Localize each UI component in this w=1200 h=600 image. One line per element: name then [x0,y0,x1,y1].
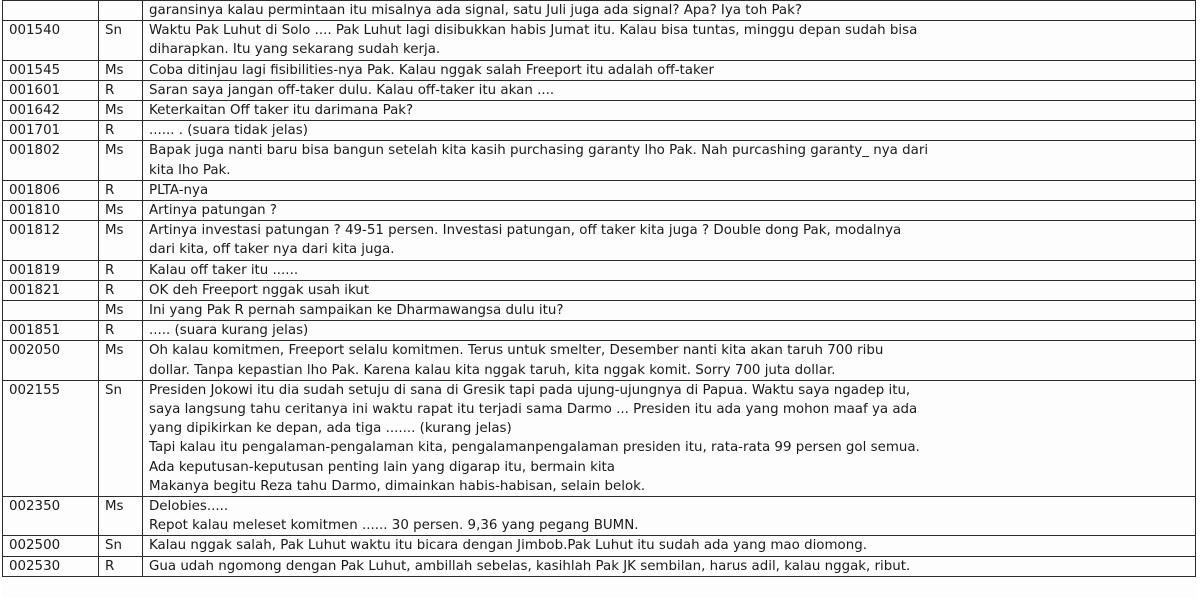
table-row [3,341,1196,380]
utterance-line: Presiden Jokowi itu dia sudah setuju di sana di Gresik tapi pada ujung-ujungnya di Papua. Waktu saya ngadep itu, [149,382,911,398]
utterance-line: Tapi kalau itu pengalaman-pengalaman kita, pengalamanpengalaman presiden itu, rata-rata 99 persen gol semua. [149,440,920,456]
utterance-line: kita lho Pak. [149,162,231,178]
table-row [3,21,1196,60]
table-row [3,1,1196,21]
table-row [3,80,1196,100]
speaker-cell: R [99,180,143,200]
utterance-line: Gua udah ngomong dengan Pak Luhut, ambillah sebelas, kasihlah Pak JK sembilan, harus adil, kalau nggak, ribut. [149,558,911,574]
utterance-line: Kalau off taker itu ...... [149,262,299,278]
utterance-line: Saran saya jangan off-taker dulu. Kalau off-taker itu akan .... [149,82,555,98]
timestamp-cell: 002350 [3,497,99,536]
utterance-line: saya langsung tahu ceritanya ini waktu rapat itu terjadi sama Darmo ... Presiden itu ada yang mohon maaf ya ada [149,402,918,418]
utterance-line: ..... (suara kurang jelas) [149,323,309,339]
utterance-cell [143,180,1196,200]
transcript-page [2,0,1196,598]
utterance-cell [143,380,1196,496]
speaker-cell: R [99,321,143,341]
utterance-line: Artinya patungan ? [149,203,277,219]
table-row [3,60,1196,80]
table-row [3,556,1196,576]
timestamp-cell: 001601 [3,80,99,100]
timestamp-cell: 001701 [3,121,99,141]
utterance-line: Coba ditinjau lagi fisibilities-nya Pak. Kalau nggak salah Freeport itu adalah off-taker [149,62,715,78]
speaker-cell: Ms [99,141,143,180]
table-row [3,536,1196,556]
utterance-line: garansinya kalau permintaan itu misalnya ada signal, satu Juli juga ada signal? Apa? Iya toh Pak? [149,3,802,18]
timestamp-cell: 001806 [3,180,99,200]
speaker-cell: Ms [99,201,143,221]
utterance-line: Keterkaitan Off taker itu darimana Pak? [149,103,414,119]
utterance-line: diharapkan. Itu yang sekarang sudah kerja. [149,42,441,58]
transcript-table [2,0,1196,577]
utterance-line: yang dipikirkan ke depan, ada tiga ....... (kurang jelas) [149,421,512,437]
speaker-cell: Sn [99,536,143,556]
speaker-cell: R [99,556,143,576]
table-row [3,380,1196,496]
speaker-cell: R [99,280,143,300]
utterance-line: Oh kalau komitmen, Freeport selalu komitmen. Terus untuk smelter, Desember nanti kita akan taruh 700 ribu [149,343,884,359]
speaker-cell: Sn [99,380,143,496]
table-row [3,280,1196,300]
speaker-cell: Sn [99,21,143,60]
timestamp-cell [3,301,99,321]
utterance-line: Repot kalau meleset komitmen ...... 30 persen. 9,36 yang pegang BUMN. [149,518,639,534]
timestamp-cell: 001821 [3,280,99,300]
utterance-cell [143,21,1196,60]
timestamp-cell: 001545 [3,60,99,80]
table-row [3,180,1196,200]
speaker-cell: Ms [99,221,143,260]
utterance-line: Waktu Pak Luhut di Solo .... Pak Luhut lagi disibukkan habis Jumat itu. Kalau bisa tuntas, minggu depan sudah bisa [149,23,918,39]
timestamp-cell: 001819 [3,260,99,280]
table-row [3,121,1196,141]
transcript-rows [3,1,1196,577]
timestamp-cell: 001802 [3,141,99,180]
table-row [3,201,1196,221]
speaker-cell [99,1,143,21]
utterance-cell [143,321,1196,341]
table-row [3,321,1196,341]
utterance-line: Makanya begitu Reza tahu Darmo, dimainkan habis-habisan, selain belok. [149,478,646,494]
timestamp-cell: 001810 [3,201,99,221]
utterance-cell [143,80,1196,100]
table-row [3,101,1196,121]
speaker-cell: Ms [99,341,143,380]
utterance-cell [143,1,1196,21]
utterance-cell [143,280,1196,300]
utterance-line: Ada keputusan-keputusan penting lain yang digarap itu, bermain kita [149,459,616,475]
utterance-cell [143,60,1196,80]
timestamp-cell: 002530 [3,556,99,576]
utterance-line: dollar. Tanpa kepastian lho Pak. Karena kalau kita nggak taruh, kita nggak komit. Sorry 700 juta dollar. [149,362,836,378]
table-row [3,221,1196,260]
speaker-cell: Ms [99,497,143,536]
timestamp-cell: 001812 [3,221,99,260]
timestamp-cell: 002500 [3,536,99,556]
utterance-cell [143,221,1196,260]
utterance-cell [143,536,1196,556]
utterance-line: Delobies..... [149,499,229,515]
speaker-cell: R [99,121,143,141]
utterance-line: Ini yang Pak R pernah sampaikan ke Dharmawangsa dulu itu? [149,303,564,319]
utterance-line: OK deh Freeport nggak usah ikut [149,282,370,298]
speaker-cell: R [99,80,143,100]
table-row [3,497,1196,536]
utterance-line: dari kita, off taker nya dari kita juga. [149,242,395,258]
table-row [3,301,1196,321]
utterance-cell [143,121,1196,141]
utterance-cell [143,101,1196,121]
timestamp-cell: 001642 [3,101,99,121]
utterance-cell [143,341,1196,380]
timestamp-cell: 001540 [3,21,99,60]
utterance-line: Kalau nggak salah, Pak Luhut waktu itu bicara dengan Jimbob.Pak Luhut itu sudah ada yang mao diomong. [149,538,867,554]
table-row [3,260,1196,280]
utterance-cell [143,201,1196,221]
utterance-cell [143,556,1196,576]
speaker-cell: R [99,260,143,280]
timestamp-cell: 001851 [3,321,99,341]
utterance-cell [143,301,1196,321]
utterance-cell [143,141,1196,180]
speaker-cell: Ms [99,101,143,121]
speaker-cell: Ms [99,301,143,321]
timestamp-cell [3,1,99,21]
utterance-line: Artinya investasi patungan ? 49-51 persen. Investasi patungan, off taker kita juga ? Double dong Pak, modalnya [149,223,902,239]
timestamp-cell: 002050 [3,341,99,380]
utterance-line: PLTA-nya [149,182,209,198]
utterance-cell [143,260,1196,280]
table-row [3,141,1196,180]
utterance-line: Bapak juga nanti baru bisa bangun setelah kita kasih purchasing garanty lho Pak. Nah purcashing garanty_ nya dari [149,143,929,159]
timestamp-cell: 002155 [3,380,99,496]
utterance-cell [143,497,1196,536]
utterance-line: ...... . (suara tidak jelas) [149,123,308,139]
speaker-cell: Ms [99,60,143,80]
